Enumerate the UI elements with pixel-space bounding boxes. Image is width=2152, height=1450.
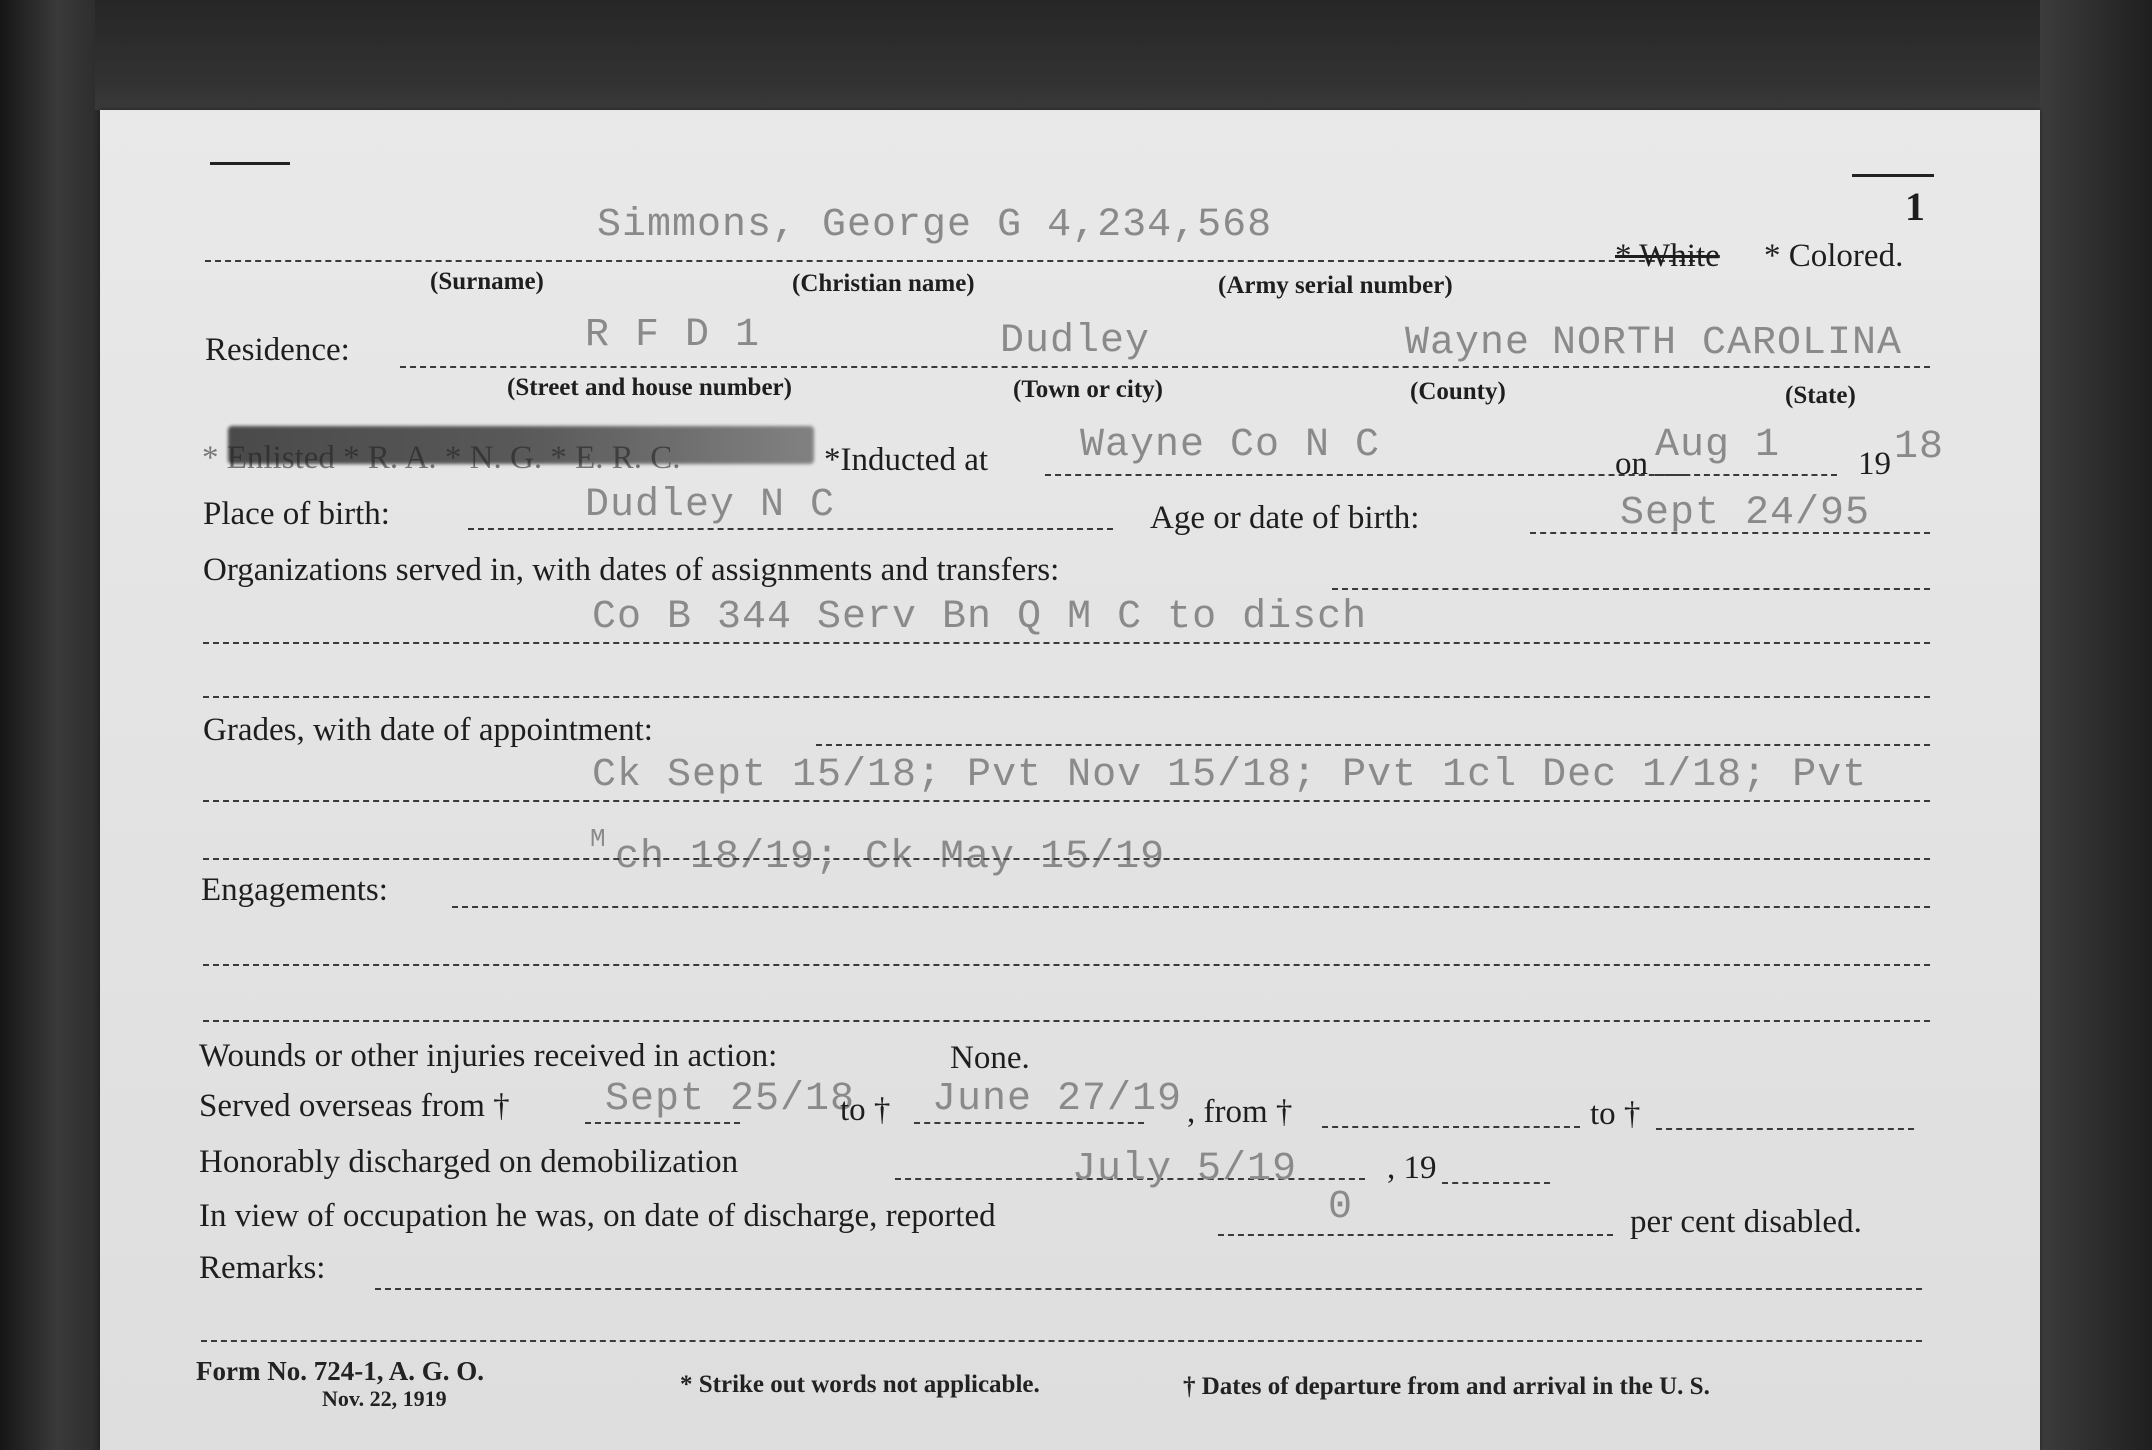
service-record-card	[100, 110, 2040, 1450]
engagements-label: Engagements:	[201, 872, 388, 908]
overseas-to-date: June 27/19	[932, 1077, 1183, 1122]
remarks-line-2	[201, 1340, 1922, 1342]
on-label: on	[1615, 446, 1648, 482]
induction-date: Aug 1	[1655, 423, 1781, 468]
overseas-from-line	[585, 1122, 740, 1124]
discharge-year-label: , 19	[1387, 1150, 1437, 1186]
overseas-from2-label: , from †	[1187, 1094, 1293, 1130]
dates-note: † Dates of departure from and arrival in the U. S.	[1183, 1373, 1710, 1400]
date-of-birth-line	[1530, 532, 1930, 534]
residence-state: NORTH CAROLINA	[1552, 321, 1903, 366]
residence-label: Residence:	[205, 332, 350, 368]
grades-value-1: Ck Sept 15/18; Pvt Nov 15/18; Pvt 1cl Dec 1/18; Pvt	[592, 753, 1868, 798]
serial-number-caption: (Army serial number)	[1218, 272, 1453, 299]
form-date: Nov. 22, 1919	[322, 1386, 447, 1411]
grades-line-1	[816, 744, 1930, 746]
date-of-birth: Sept 24/95	[1620, 491, 1871, 536]
race-white-option: * White	[1615, 238, 1720, 274]
engagements-line-1	[452, 906, 1930, 908]
discharge-date: July 5/19	[1072, 1147, 1298, 1192]
engagements-line-3	[203, 1020, 1930, 1022]
overseas-to-label: to †	[840, 1092, 891, 1128]
state-caption: (State)	[1785, 382, 1856, 409]
wounds-label: Wounds or other injuries received in action:	[199, 1038, 778, 1074]
induction-year-prefix: 19	[1858, 446, 1891, 482]
disability-suffix: per cent disabled.	[1630, 1204, 1862, 1240]
organizations-line-3	[203, 696, 1930, 698]
residence-street: R F D 1	[585, 313, 761, 358]
residence-line	[400, 366, 1930, 368]
remarks-line-1	[375, 1288, 1922, 1290]
grades-value-2: ch 18/19; Ck May 15/19	[615, 835, 1166, 880]
overseas-to2-line	[1656, 1128, 1914, 1130]
discharge-year-line	[1442, 1182, 1550, 1184]
induction-year-suffix: 18	[1894, 425, 1945, 470]
place-of-birth-line	[468, 528, 1113, 530]
disability-line	[1218, 1234, 1613, 1236]
organizations-label: Organizations served in, with dates of assignments and transfers:	[203, 552, 1060, 588]
disability-label: In view of occupation he was, on date of discharge, reported	[199, 1198, 996, 1234]
grades-label: Grades, with date of appointment:	[203, 712, 653, 748]
age-label: Age or date of birth:	[1150, 500, 1420, 536]
enlisted-options: * Enlisted * R. A. * N. G. * E. R. C.	[202, 440, 681, 476]
disability-value: 0	[1328, 1185, 1354, 1230]
inducted-place-line	[1045, 474, 1685, 476]
surname-caption: (Surname)	[430, 268, 544, 295]
town-caption: (Town or city)	[1013, 376, 1163, 403]
scanner-background-right	[2040, 0, 2152, 1450]
overseas-from2-line	[1322, 1126, 1580, 1128]
residence-county: Wayne	[1405, 321, 1531, 366]
engagements-line-2	[203, 964, 1930, 966]
inducted-at-label: *Inducted at	[824, 442, 989, 478]
scanner-background-left	[0, 0, 95, 1450]
grades-line-2	[203, 800, 1930, 802]
wounds-value: None.	[950, 1040, 1030, 1076]
overseas-from-date: Sept 25/18	[605, 1077, 856, 1122]
overseas-to-line	[914, 1122, 1144, 1124]
place-of-birth-label: Place of birth:	[203, 496, 390, 532]
top-right-rule	[1852, 174, 1934, 177]
name-line	[205, 260, 1695, 262]
residence-town: Dudley	[1000, 319, 1151, 364]
overseas-to2-label: to †	[1590, 1096, 1641, 1132]
place-of-birth: Dudley N C	[585, 483, 836, 528]
grades-line-3	[203, 858, 1930, 860]
organizations-line-2	[203, 642, 1930, 644]
served-overseas-label: Served overseas from †	[199, 1088, 510, 1124]
scanner-background-top	[0, 0, 2152, 110]
remarks-label: Remarks:	[199, 1250, 326, 1286]
induction-date-line	[1655, 474, 1837, 476]
inducted-place: Wayne Co N C	[1080, 423, 1381, 468]
form-number: Form No. 724-1, A. G. O.	[196, 1356, 484, 1386]
organizations-line-1	[1332, 588, 1930, 590]
grades-value-2-super: M	[590, 824, 607, 854]
street-caption: (Street and house number)	[507, 374, 792, 401]
organizations-value: Co B 344 Serv Bn Q M C to disch	[592, 595, 1368, 640]
christian-name-caption: (Christian name)	[792, 270, 975, 297]
strike-out-note: * Strike out words not applicable.	[680, 1371, 1040, 1398]
discharge-label: Honorably discharged on demobilization	[199, 1144, 739, 1180]
county-caption: (County)	[1410, 378, 1506, 405]
name-serial-value: Simmons, George G 4,234,568	[597, 203, 1273, 248]
card-number: 1	[1905, 184, 1925, 229]
race-colored-option: * Colored.	[1764, 238, 1904, 274]
top-left-rule	[210, 162, 290, 165]
